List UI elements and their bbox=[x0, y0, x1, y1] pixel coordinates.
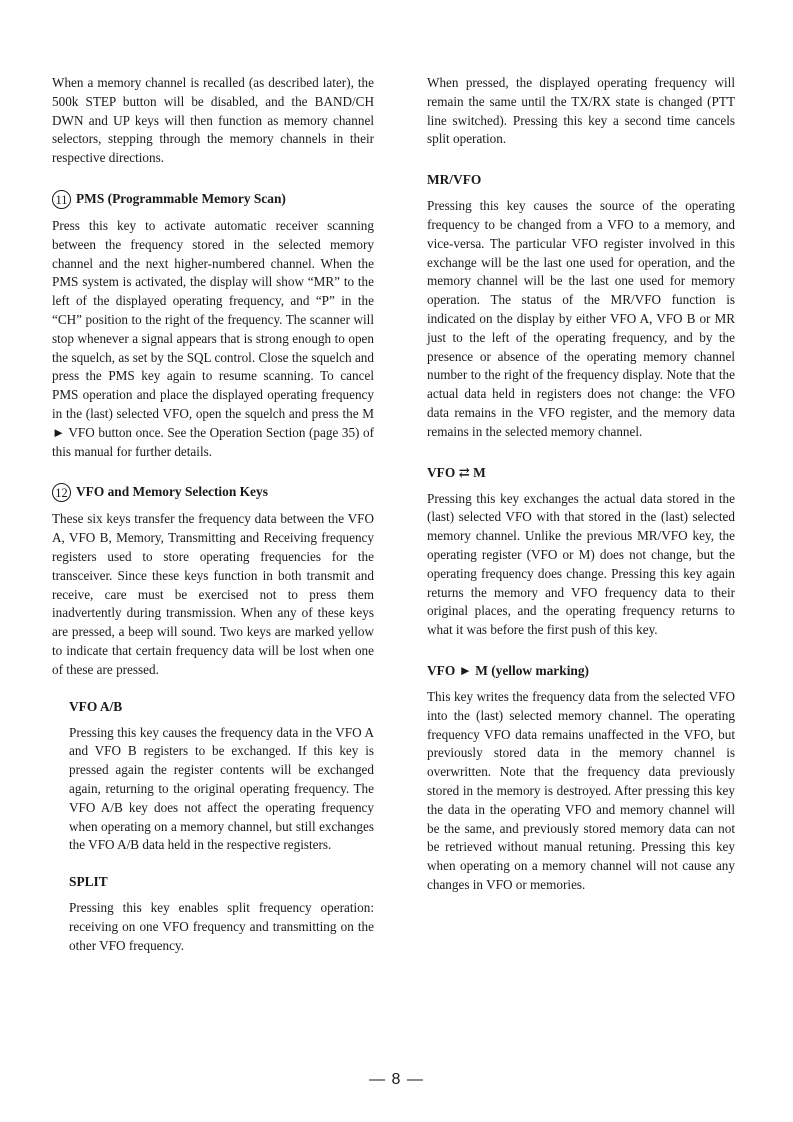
mr-vfo-paragraph: Pressing this key causes the source of the operating frequency to be changed from a VFO to a memory, and vice-versa. The particular VFO register involved in this exchange will be the last one used for operation, and the memory channel will be the last one used for memory operation. The status of the MR/VFO function is indicated on the display by either VFO A, VFO B or MR just to the left of the operating frequency, and by the presence or absence of the operating memory channel number to the right of the frequency display. Note that the actual data held in registers does not change: the VFO data remains in the VFO register, and the memory data remains in the selected memory channel. bbox=[427, 198, 735, 439]
intro-paragraph: When a memory channel is recalled (as described later), the 500k STEP button will be disabled, and the BAND/CH DWN and UP keys will then function as memory channel selectors, stepping through the memory channels in their respective directions. bbox=[52, 75, 374, 166]
pms-heading-text: PMS (Programmable Memory Scan) bbox=[76, 190, 286, 206]
circled-number-12: 12 bbox=[52, 483, 71, 502]
vfo-ab-heading: VFO A/B bbox=[69, 698, 123, 714]
circled-number-11: 11 bbox=[52, 190, 71, 209]
split-paragraph: Pressing this key enables split frequency operation: receiving on one VFO frequency and transmitting on the other VFO frequency. bbox=[69, 900, 374, 953]
vfo-memory-keys-heading-text: VFO and Memory Selection Keys bbox=[76, 484, 268, 500]
left-column bbox=[52, 74, 374, 955]
vfo-to-m-paragraph: This key writes the frequency data from the selected VFO into the (last) selected memory channel. The operating frequency VFO data remains unaffected in the VFO, but previously stored data in the memory channel is overwritten. Note that the frequency data previously stored in the memory is destroyed. After pressing this key the data in the operating VFO and memory channel will be the same, and previously stored memory data can not be retrieved without manual retuning. Pressing this key when operating on a memory channel will not cause any changes in VFO or memories. bbox=[427, 688, 735, 892]
vfo-memory-keys-paragraph: These six keys transfer the frequency data between the VFO A, VFO B, Memory, Transmitting and Receiving frequency registers used to store operating frequencies for the transceiver. Since these keys function in both transmit and receive, care must be exercised not to press them inadvertently during transmission. When any of these keys are pressed, a beep will sound. Two keys are marked yellow to indicate that certain frequency data will be lost when one of these are pressed. bbox=[52, 511, 374, 677]
pms-paragraph: Press this key to activate automatic receiver scanning between the frequency stored in the selected memory channel and the next higher-numbered channel. When the PMS system is activated, the display will show “MR” to the left of the displayed operating frequency, and “P” in the “CH” position to the right of the frequency. The scanner will stop whenever a signal appears that is strong enough to open the squelch, as set by the SQL control. Close the squelch and press the PMS key again to resume scanning. To cancel PMS operation and place the displayed operating frequency in the (last) selected VFO, open the squelch and press the M ► VFO button once. See the Operation Section (page 35) of this manual for further details. bbox=[52, 217, 374, 459]
right-column bbox=[427, 74, 735, 895]
vfo-to-m-heading: VFO ► M (yellow marking) bbox=[427, 662, 590, 678]
vfo-memory-keys-heading bbox=[52, 483, 374, 502]
mr-vfo-heading: MR/VFO bbox=[427, 172, 482, 188]
split-heading: SPLIT bbox=[69, 874, 108, 890]
vfo-swap-m-paragraph: Pressing this key exchanges the actual data stored in the (last) selected VFO with that stored in the (last) selected memory channel. Unlike the previous MR/VFO key, the operating register (VFO or M) does not change, but the operating frequency does change. Pressing this key again returns the memory and VFO frequency data to their original places, and the operating frequency returns to what it was before the first push of this key. bbox=[427, 490, 735, 638]
split-continued-paragraph: When pressed, the displayed operating frequency will remain the same until the TX/RX state is changed (PTT line switched). Pressing this key a second time cancels split operation. bbox=[427, 75, 735, 147]
page-number: — 8 — bbox=[369, 1071, 424, 1088]
pms-heading bbox=[52, 190, 374, 209]
vfo-ab-paragraph: Pressing this key causes the frequency data in the VFO A and VFO B registers to be exchanged. If this key is pressed again the register contents will be exchanged again, returning to the original operating frequency. The VFO A/B key does not affect the operating frequency when operating on a memory channel, but still exchanges the VFO A/B data held in the respective registers. bbox=[69, 724, 374, 853]
vfo-swap-m-heading: VFO ⇄ M bbox=[427, 464, 486, 480]
